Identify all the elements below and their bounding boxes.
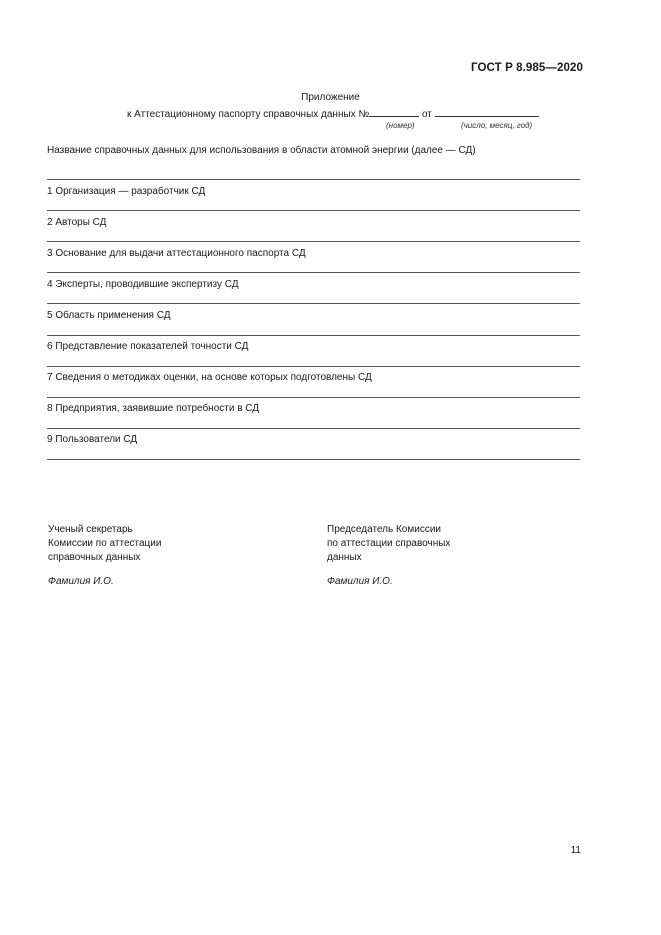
right-signature-line3: данных (327, 552, 362, 563)
appendix-title: Приложение (301, 92, 360, 103)
form-item-label: 6 Представление показателей точности СД (47, 341, 249, 352)
left-signature-block (48, 523, 161, 565)
reference-data-name-line[interactable] (47, 179, 580, 180)
left-signature-line2: Комиссии по аттестации (48, 538, 162, 549)
reference-data-name-label: Название справочных данных для использования в области атомной энергии (далее — СД) (47, 145, 476, 156)
form-item-label: 8 Предприятия, заявившие потребности в СД (47, 403, 260, 414)
form-item-line[interactable] (47, 335, 580, 336)
form-item-label: 4 Эксперты, проводившие экспертизу СД (47, 279, 239, 290)
form-item-line[interactable] (47, 428, 580, 429)
number-blank[interactable] (369, 106, 419, 117)
form-item-line[interactable] (47, 241, 580, 242)
form-item-label: 2 Авторы СД (47, 217, 107, 228)
appendix-reference-text: к Аттестационному паспорту справочных данных № (127, 109, 370, 120)
form-item-label: 3 Основание для выдачи аттестационного паспорта СД (47, 248, 306, 259)
number-hint: (номер) (386, 121, 415, 130)
page-number: 11 (570, 845, 581, 856)
appendix-from-text: от (419, 109, 435, 120)
form-item-label: 5 Область применения СД (47, 310, 171, 321)
form-item-line[interactable] (47, 272, 580, 273)
form-item-label: 1 Организация — разработчик СД (47, 186, 206, 197)
form-item-line[interactable] (47, 366, 580, 367)
form-item-label: 7 Сведения о методиках оценки, на основе которых подготовлены СД (47, 372, 372, 383)
date-hint: (число, месяц, год) (461, 121, 533, 130)
date-blank[interactable] (435, 106, 539, 117)
left-signature-name: Фамилия И.О. (48, 576, 114, 587)
form-item-line[interactable] (47, 210, 580, 211)
appendix-reference-line (127, 106, 539, 120)
form-item-line[interactable] (47, 459, 580, 460)
form-item-line[interactable] (47, 303, 580, 304)
form-item-label: 9 Пользователи СД (47, 434, 138, 445)
left-signature-line3: справочных данных (48, 552, 141, 563)
right-signature-block (327, 523, 450, 565)
right-signature-name: Фамилия И.О. (327, 576, 393, 587)
left-signature-line1: Ученый секретарь (48, 524, 133, 535)
document-code: ГОСТ Р 8.985—2020 (471, 62, 583, 74)
right-signature-line1: Председатель Комиссии (327, 524, 441, 535)
form-item-line[interactable] (47, 397, 580, 398)
right-signature-line2: по аттестации справочных (327, 538, 451, 549)
